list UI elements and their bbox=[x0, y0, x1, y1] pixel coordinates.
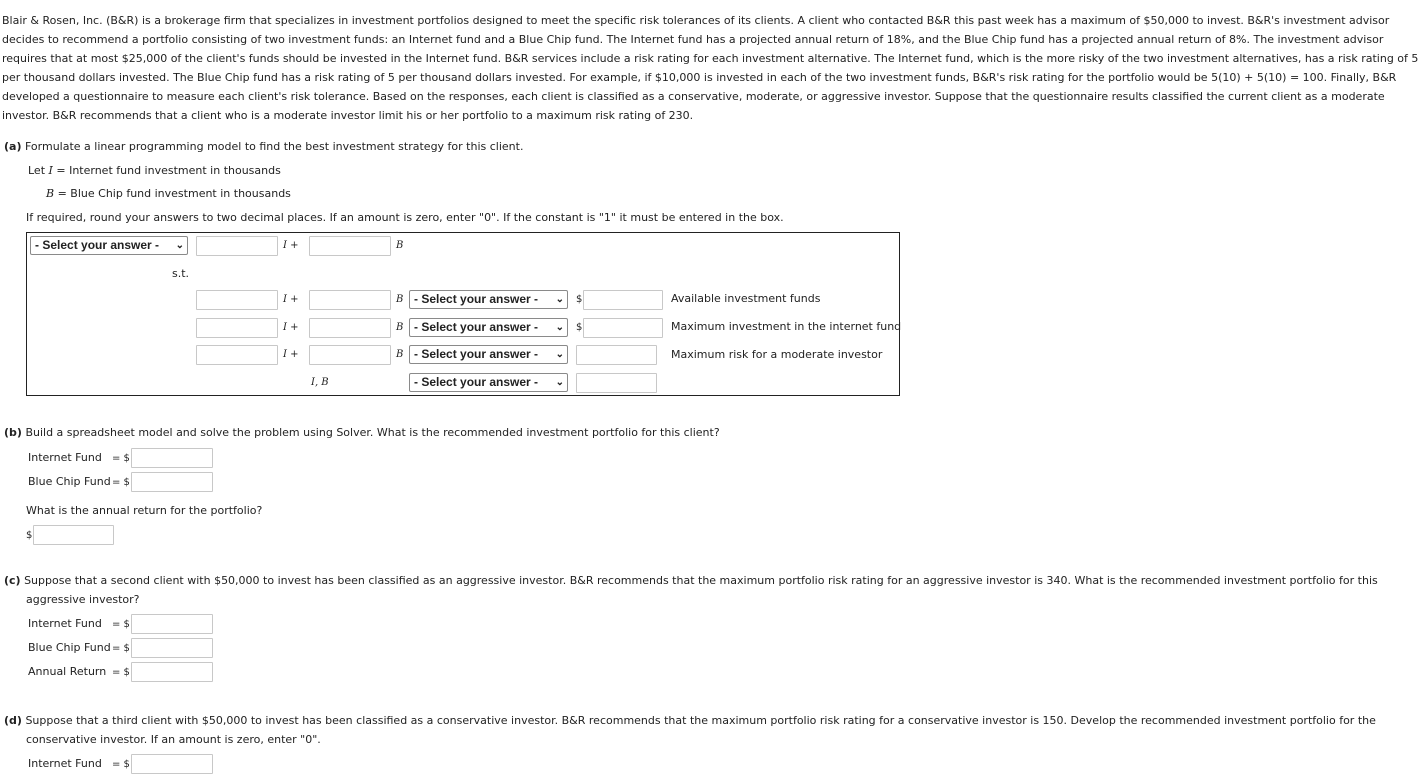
part-a-text: Formulate a linear programming model to find the best investment strategy for this client. bbox=[24, 140, 524, 153]
c-bluechip-fund-input[interactable] bbox=[131, 638, 213, 658]
c1-relation-select[interactable] bbox=[409, 290, 568, 309]
c-internet-fund-input[interactable] bbox=[131, 614, 213, 634]
var-b-label: B bbox=[396, 294, 404, 305]
var-i-plus: I + bbox=[283, 322, 299, 333]
part-d-text-2: conservative investor. If an amount is zero, enter "0". bbox=[26, 733, 321, 746]
chevron-down-icon: ⌄ bbox=[555, 294, 564, 305]
problem-statement: Blair & Rosen, Inc. (B&R) is a brokerage firm that specializes in investment portfolios designed to meet the specific risk tolerances of its clients. A client who contacted B&R this past week has a maximum of $50,000 to invest. B&R's investment advisor decides to recommend a portfolio consisting of two investment funds: an Internet fund and a Blue Chip fund. The Internet fund has a projected annual return of 18%, and the Blue Chip fund has a projected annual return of 8%. The investment advisor requires that at most $25,000 of the client's funds should be invested in the Internet fund. B&R services include a risk rating for each investment alternative. The Internet fund, which is the more risky of the two investment alternatives, has a risk rating of 5 per thousand dollars invested. The Blue Chip fund has a risk rating of 5 per thousand dollars invested. For example, if $10,000 is invested in each of the two investment funds, B&R's risk rating for the portfolio would be 5(10) + 5(10) = 100. Finally, B&R developed a questionnaire to measure each client's risk tolerance. Based on the responses, each client is classified as a conservative, moderate, or aggressive investor. Suppose that the questionnaire results classified the current client as a moderate investor. B&R recommends that a client who is a moderate investor limit his or her portfolio to a maximum risk rating of 230. bbox=[2, 14, 1419, 122]
part-c-text-1: Suppose that a second client with $50,000 to invest has been classified as an aggressive investor. B&R recommends that the maximum portfolio risk rating for an aggressive investor is 340. What is the recommended investment portfolio for this bbox=[24, 574, 1378, 587]
c1-rhs-input[interactable] bbox=[583, 290, 663, 310]
part-d-text-1: Suppose that a third client with $50,000 to invest has been classified as a conservative investor. B&R recommends that the maximum portfolio risk rating for a conservative investor is 150. Develop the recommended investment portfolio for the bbox=[25, 714, 1376, 727]
var-i-plus: I + bbox=[283, 349, 299, 360]
objective-b-coefficient-input[interactable] bbox=[309, 236, 391, 256]
part-c-question bbox=[4, 574, 1378, 587]
dollar-sign: $ bbox=[576, 322, 583, 333]
part-d-question bbox=[4, 714, 1376, 727]
var-b-label: B bbox=[396, 322, 404, 333]
chevron-down-icon: ⌄ bbox=[555, 322, 564, 333]
c-return-label: Annual Return bbox=[28, 665, 107, 678]
part-b-label: (b) bbox=[4, 426, 22, 439]
b-internet-label: Internet Fund bbox=[28, 451, 102, 464]
var-i-plus: I + bbox=[283, 240, 299, 251]
nonneg-rhs-input[interactable] bbox=[576, 373, 657, 393]
c3-i-coefficient-input[interactable] bbox=[196, 345, 278, 365]
c3-b-coefficient-input[interactable] bbox=[309, 345, 391, 365]
c-annual-return-input[interactable] bbox=[131, 662, 213, 682]
b-internet-fund-input[interactable] bbox=[131, 448, 213, 468]
select-placeholder: - Select your answer - bbox=[414, 347, 539, 361]
c2-relation-select[interactable] bbox=[409, 318, 568, 337]
let-i-text: = Internet fund investment in thousands bbox=[56, 164, 281, 177]
lp-model-box bbox=[26, 232, 900, 396]
eq-dollar: = $ bbox=[112, 643, 130, 654]
eq-dollar: = $ bbox=[112, 667, 130, 678]
d-internet-label: Internet Fund bbox=[28, 757, 102, 770]
select-placeholder: - Select your answer - bbox=[35, 238, 160, 252]
var-ib-label: I, B bbox=[311, 377, 329, 388]
rounding-instructions: If required, round your answers to two decimal places. If an amount is zero, enter "0". If the constant is "1" it must be entered in the box. bbox=[26, 211, 784, 224]
c2-i-coefficient-input[interactable] bbox=[196, 318, 278, 338]
b-bluechip-label: Blue Chip Fund bbox=[28, 475, 111, 488]
c2-description: Maximum investment in the internet fund bbox=[671, 320, 902, 333]
subject-to-label: s.t. bbox=[172, 267, 190, 280]
eq-dollar: = $ bbox=[112, 453, 130, 464]
part-c-label: (c) bbox=[4, 574, 21, 587]
dollar-sign: $ bbox=[576, 294, 583, 305]
let-i-definition bbox=[28, 164, 281, 177]
part-a-question bbox=[4, 140, 523, 153]
let-prefix: Let bbox=[28, 164, 46, 177]
var-i-plus: I + bbox=[283, 294, 299, 305]
var-i: I bbox=[48, 164, 53, 177]
part-b-text: Build a spreadsheet model and solve the problem using Solver. What is the recommended investment portfolio for this client? bbox=[25, 426, 720, 439]
c1-b-coefficient-input[interactable] bbox=[309, 290, 391, 310]
let-b-definition bbox=[46, 187, 291, 200]
nonneg-relation-select[interactable] bbox=[409, 373, 568, 392]
eq-dollar: = $ bbox=[112, 619, 130, 630]
select-placeholder: - Select your answer - bbox=[414, 375, 539, 389]
c2-b-coefficient-input[interactable] bbox=[309, 318, 391, 338]
select-placeholder: - Select your answer - bbox=[414, 292, 539, 306]
c3-description: Maximum risk for a moderate investor bbox=[671, 348, 883, 361]
objective-i-coefficient-input[interactable] bbox=[196, 236, 278, 256]
c3-rhs-input[interactable] bbox=[576, 345, 657, 365]
c2-rhs-input[interactable] bbox=[583, 318, 663, 338]
objective-direction-select[interactable] bbox=[30, 236, 188, 255]
b-annual-return-input[interactable] bbox=[33, 525, 114, 545]
part-d-label: (d) bbox=[4, 714, 22, 727]
b-bluechip-fund-input[interactable] bbox=[131, 472, 213, 492]
chevron-down-icon: ⌄ bbox=[555, 349, 564, 360]
d-internet-fund-input[interactable] bbox=[131, 754, 213, 774]
eq-dollar: = $ bbox=[112, 759, 130, 770]
eq-dollar: = $ bbox=[112, 477, 130, 488]
var-b-label: B bbox=[396, 349, 404, 360]
var-b: B bbox=[46, 187, 55, 200]
chevron-down-icon: ⌄ bbox=[175, 240, 184, 251]
part-c-text-2: aggressive investor? bbox=[26, 593, 140, 606]
c-internet-label: Internet Fund bbox=[28, 617, 102, 630]
part-b-question bbox=[4, 426, 720, 439]
c1-description: Available investment funds bbox=[671, 292, 821, 305]
var-b-label: B bbox=[396, 240, 404, 251]
dollar-sign: $ bbox=[26, 530, 33, 541]
part-a-label: (a) bbox=[4, 140, 22, 153]
select-placeholder: - Select your answer - bbox=[414, 320, 539, 334]
chevron-down-icon: ⌄ bbox=[555, 377, 564, 388]
c3-relation-select[interactable] bbox=[409, 345, 568, 364]
c1-i-coefficient-input[interactable] bbox=[196, 290, 278, 310]
b-return-question: What is the annual return for the portfolio? bbox=[26, 504, 263, 517]
c-bluechip-label: Blue Chip Fund bbox=[28, 641, 111, 654]
let-b-text: = Blue Chip fund investment in thousands bbox=[57, 187, 291, 200]
